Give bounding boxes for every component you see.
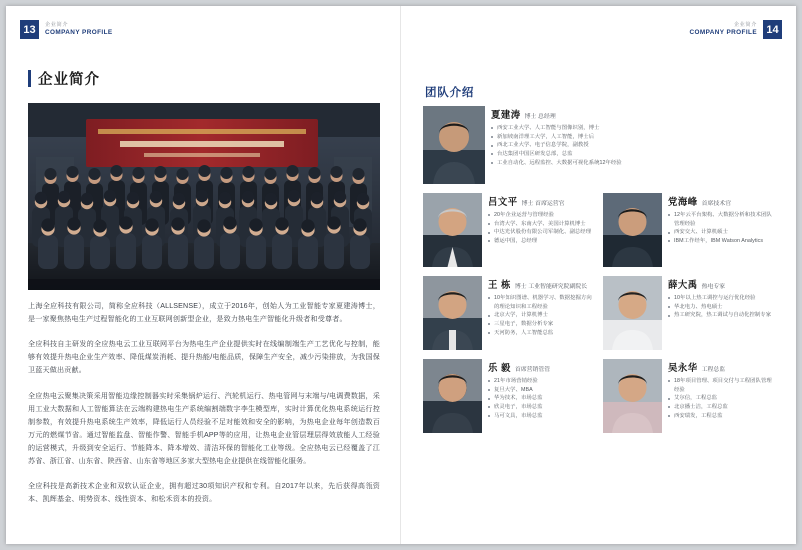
member-bullet: 华北电力、热电硕士 (668, 303, 774, 312)
member-bullet: 21年市场营销经验 (488, 377, 594, 386)
team-member-card (603, 193, 774, 267)
member-role: 热电专家 (701, 284, 726, 290)
member-role: 博士 总经理 (524, 114, 556, 120)
member-info (488, 276, 594, 350)
member-portrait (423, 106, 485, 184)
member-name-row (668, 194, 774, 208)
member-role: 首席技术官 (701, 201, 732, 207)
member-info (668, 359, 774, 433)
team-member-card (423, 193, 594, 267)
member-bullets (488, 294, 594, 337)
member-name-row (488, 360, 594, 374)
team-section-title: 团队介绍 (425, 87, 475, 99)
member-bullet: IBM工作经年，IBM Watson Analytics (668, 237, 774, 246)
member-bullet: 北京播士洁，工程总监 (668, 403, 774, 412)
member-bullets (488, 377, 594, 420)
member-bullet: 马可文具，市场总监 (488, 412, 594, 421)
team-member-card (603, 359, 774, 433)
member-bullets (488, 211, 594, 246)
member-role: 首席营销管管 (514, 367, 551, 373)
member-portrait (423, 193, 482, 267)
right-header-en: COMPANY PROFILE (689, 28, 757, 36)
member-bullet: 12年云平台架构、大数据分析和技术团队管理经验 (668, 211, 774, 228)
member-info (488, 193, 594, 267)
member-name: 党海峰 (668, 196, 698, 207)
member-bullet: 台达集团中国区研发总部，总监 (491, 150, 775, 159)
member-bullet: 西安工业大学、人工智能与图像识别，博士 (491, 124, 775, 133)
member-role: 博士 工业智能研究院副院长 (514, 284, 588, 290)
member-name: 王 栋 (488, 279, 511, 290)
right-page-header (689, 20, 782, 39)
member-portrait (423, 276, 482, 350)
member-bullet: 20年企业运营与管理经验 (488, 211, 594, 220)
member-bullet: 欣灵电子，市场总监 (488, 403, 594, 412)
member-bullet: 艾尔信，工程总监 (668, 394, 774, 403)
member-bullet: 工业自动化、远程监控、大数据可视化系统12年经验 (491, 159, 775, 168)
member-bullet: 西北工业大学、电子信息学院，副教授 (491, 141, 775, 150)
member-role: 博士 首席运营官 (521, 201, 565, 207)
member-bullet: 北京大学，计算机博士 (488, 311, 594, 320)
left-page (6, 6, 401, 544)
left-page-header (20, 20, 113, 39)
paragraph-4: 全应科技是高新技术企业和双软认证企业，拥有超过30项知识产权和专利。自2017年以来，先后获得高瓴资本、凯辉基金、明势资本、线性资本、和松禾资本的投资。 (28, 482, 380, 504)
member-bullets (668, 294, 774, 320)
right-header-cn: 企业简介 (733, 21, 757, 28)
member-portrait (603, 276, 662, 350)
member-name-row (491, 107, 775, 121)
member-info (668, 193, 774, 267)
member-portrait (603, 193, 662, 267)
section-accent-bar (28, 70, 31, 87)
member-bullets (668, 377, 774, 420)
team-member-card (423, 106, 775, 184)
company-profile-text (28, 300, 380, 518)
member-info (668, 276, 774, 350)
right-page (401, 6, 796, 544)
paragraph-1: 上海全应科技有限公司，简称全应科技（ALLSENSE），成立于2016年，创始人为工业智能专家夏建涛博士，是一家聚焦热电生产过程智能化的工业互联网创新型企业，是致力热电生产智能化升级者和受尊者。 (28, 302, 380, 324)
team-member-grid (423, 106, 775, 433)
paragraph-2: 全应科技自主研发的全应热电云工业互联网平台为热电生产企业提供实时在线编制端生产工艺优化与控制，能够有效提升热电企业生产效率、降低煤炭消耗、提升热能/电能品质，保障生产安全，减少污染排放，为我国保卫蓝天做出贡献。 (28, 340, 380, 375)
member-bullet: 西安交大、计算机硕士 (668, 228, 774, 237)
left-page-header-label (45, 23, 113, 36)
right-page-header-label (689, 23, 757, 36)
member-bullet: 新加坡南洋理工大学，人工智能，博士后 (491, 133, 775, 142)
member-bullet: 复旦大学、MBA (488, 386, 594, 395)
member-bullet: 华为技术，市场总监 (488, 394, 594, 403)
member-name-row (668, 360, 774, 374)
member-bullet: 天河防务，人工智能总监 (488, 329, 594, 338)
member-bullet: 三星电子，数据分析专家 (488, 320, 594, 329)
paragraph-3: 全应热电云聚集决策采用智能边缘控制器实时采集锅炉运行、汽轮机运行、热电管网与末端与/电调费数据，采用工业大数据和人工智能算法在云端构建热电生产系统编割端数字李生模型库，实时计算优化热电系统运行控制参数，有效提升热电系统生产效率，降低运行人员经验不足对能效和安全的影响，为热电企业每年创造数百万元的燃煤节省。通过智能监盘、智能作警、智能手机APP等的应用，让热电企业管层理层得效放能人工经验的运营模式，升级到安全运行、节能降本、降本增效、清洁环保的智能化工业等级。全应热电云已经覆盖了江苏省、浙江省、山东省、陕西省、山东省等地区多家大型热电企业提供在线智能化服务。 (28, 391, 380, 466)
member-bullets (491, 124, 775, 167)
member-info (491, 106, 775, 184)
member-bullet: 18年项目管理、项目交付与工程团队管理经验 (668, 377, 774, 394)
team-member-card (423, 359, 594, 433)
team-member-card (603, 276, 774, 350)
member-name: 吕文平 (488, 196, 518, 207)
member-portrait (423, 359, 482, 433)
section-title-block (28, 68, 100, 89)
page-spread (6, 6, 796, 544)
left-header-cn: 企业简介 (45, 21, 69, 28)
member-bullet: 西安瑞发，工程总监 (668, 412, 774, 421)
team-member-card (423, 276, 594, 350)
member-bullet: 中达光伏股份有限公司军制化、副总经理 (488, 228, 594, 237)
member-name: 薛大禹 (668, 279, 698, 290)
member-name: 夏建涛 (491, 109, 521, 120)
left-header-en: COMPANY PROFILE (45, 28, 113, 36)
member-name-row (488, 277, 594, 291)
member-name-row (488, 194, 594, 208)
left-page-number: 13 (20, 20, 39, 39)
member-portrait (603, 359, 662, 433)
member-bullet: 热工研究院，热工调试与自动化控制专家 (668, 311, 774, 320)
member-name-row (668, 277, 774, 291)
right-page-number: 14 (763, 20, 782, 39)
member-bullet: 10年以上热工调控与运行优化经验 (668, 294, 774, 303)
member-bullets (668, 211, 774, 246)
member-name: 乐 毅 (488, 362, 511, 373)
member-bullet: 10年知识图谱、机器学习、数据挖掘方向的理论知识和工程经验 (488, 294, 594, 311)
company-group-photo (28, 103, 380, 290)
member-role: 工程总监 (701, 367, 726, 373)
member-bullet: 台湾大学、东南大学、美国计算机博士 (488, 220, 594, 229)
member-bullet: 德运中国，总经理 (488, 237, 594, 246)
section-title: 企业简介 (38, 72, 100, 88)
member-name: 吴永华 (668, 362, 698, 373)
member-info (488, 359, 594, 433)
